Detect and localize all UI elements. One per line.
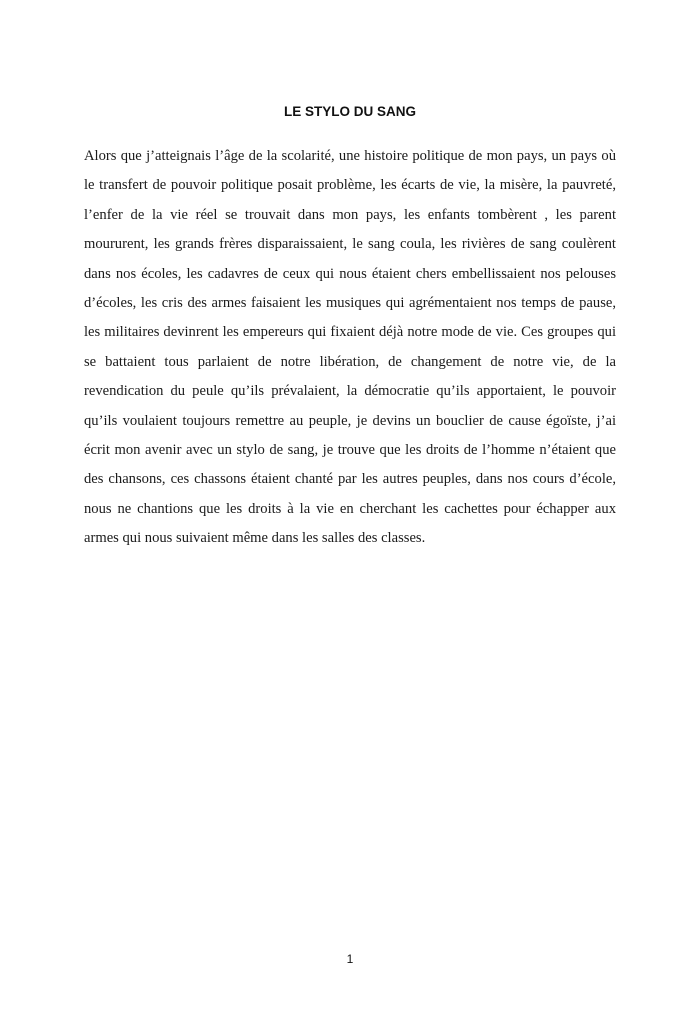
page-number: 1 bbox=[346, 952, 354, 966]
body-paragraph: Alors que j’atteignais l’âge de la scolarité, une histoire politique de mon pays, un pays où le transfert de pouvoir politique posait problème, les écarts de vie, la misère, la pauvreté, l’enfer de la vie réel se trouvait dans mon pays, les enfants tombèrent , les parent moururent, les grands frères disparaissaient, le sang coula, les rivières de sang coulèrent dans nos écoles, les cadavres de ceux qui nous étaient chers embellissaient nos pelouses d’écoles, les cris des armes faisaient les musiques qui agrémentaient nos temps de pause, les militaires devinrent les empereurs qui fixaient déjà notre mode de vie. Ces groupes qui se battaient tous parlaient de notre libération, de changement de notre vie, de la revendication du peule qu’ils prévalaient, la démocratie qu’ils apportaient, le pouvoir qu’ils voulaient toujours remettre au peuple, je devins un bouclier de cause égoïste, j’ai écrit mon avenir avec un stylo de sang, je trouve que les droits de l’homme n’étaient que des chansons, ces chassons étaient chanté par les autres peuples, dans nos cours d’école, nous ne chantions que les droits à la vie en cherchant les cachettes pour échapper aux armes qui nous suivaient même dans les salles des classes. bbox=[84, 148, 616, 547]
document-title: LE STYLO DU SANG bbox=[283, 104, 416, 119]
